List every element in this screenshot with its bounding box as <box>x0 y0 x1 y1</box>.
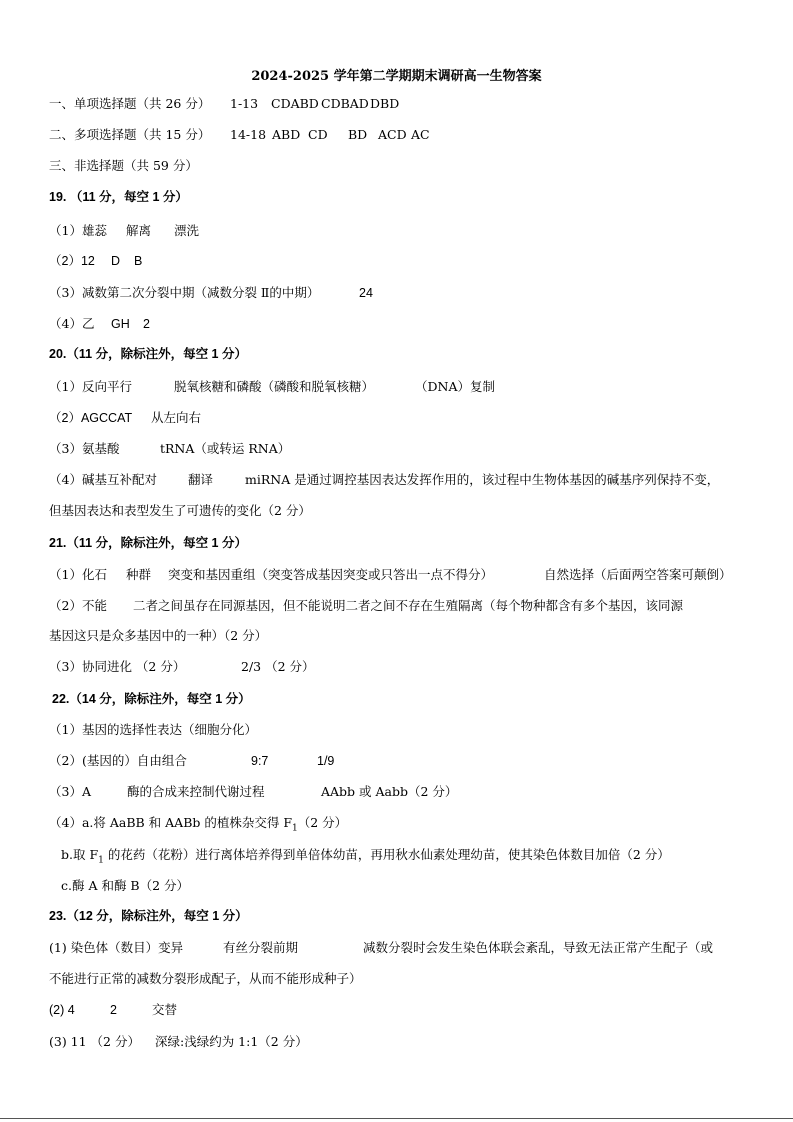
q22-line2-b: 9:7 <box>251 754 269 768</box>
q21-line2-a: （2）不能 <box>49 598 107 613</box>
section-1-range: 1-13 <box>230 96 259 111</box>
section-2-label: 二、多项选择题（共 15 分） <box>49 127 211 142</box>
q19-line1-c: 漂洗 <box>174 223 200 238</box>
section-3-label: 三、非选择题（共 59 分） <box>49 158 198 173</box>
q20-line1-c: （DNA）复制 <box>415 379 495 394</box>
q20-line1-b: 脱氧核糖和磷酸（磷酸和脱氧核糖） <box>174 379 375 394</box>
section-1-answers-2: CDBAD <box>321 96 369 111</box>
q22-line2-c: 1/9 <box>317 754 335 768</box>
q22-line2-a: （2）(基因的）自由组合 <box>49 753 187 768</box>
q19-line1-a: （1）雄蕊 <box>49 223 107 238</box>
q21-line4-a: （3）协同进化 （2 分） <box>49 659 186 674</box>
q22-line6: c.酶 A 和酶 B（2 分） <box>61 878 190 893</box>
q19-line1-b: 解离 <box>126 223 152 238</box>
q23-line2: 不能进行正常的减数分裂形成配子，从而不能形成种子） <box>49 971 362 986</box>
q21-heading: 21.（11 分，除标注外，每空 1 分） <box>49 536 247 550</box>
q20-line2-b: 从左向右 <box>151 410 202 425</box>
q19-line2-a: （2）12 <box>49 254 95 268</box>
q19-line2-c: B <box>134 254 143 268</box>
q22-line5 <box>61 847 670 869</box>
q21-line3: 基因这只是众多基因中的一种）（2 分） <box>49 628 268 643</box>
section-1-label: 一、单项选择题（共 26 分） <box>49 96 211 111</box>
q22-line4 <box>49 815 347 837</box>
q20-heading: 20.（11 分，除标注外，每空 1 分） <box>49 347 247 361</box>
q23-heading: 23.（12 分，除标注外，每空 1 分） <box>49 909 248 923</box>
q21-line1-d: 自然选择（后面两空答案可颠倒） <box>544 567 732 582</box>
q21-line4-b: 2/3 （2 分） <box>241 659 315 674</box>
page-title: 2024-2025 学年第二学期期末调研高一生物答案 <box>251 69 542 84</box>
q22-line3-a: （3）A <box>49 784 91 799</box>
page-bottom-border <box>0 1118 793 1119</box>
q19-line4-b: GH <box>111 317 130 331</box>
q22-line3-b: 酶的合成来控制代谢过程 <box>127 784 265 799</box>
q21-line1-b: 种群 <box>126 567 152 582</box>
q22-line5-post: 的花药（花粉）进行离体培养得到单倍体幼苗，再用秋水仙素处理幼苗，使其染色体数目加倍（2 分） <box>103 847 670 862</box>
q22-line4-pre: （4）a.将 AaBB 和 AABb 的植株杂交得 F <box>49 815 293 830</box>
section-2-answer-15: CD <box>308 127 328 142</box>
q23-line3-a: (2) 4 <box>49 1003 75 1017</box>
q20-line4-b: 翻译 <box>188 472 214 487</box>
section-2-answer-17: ACD <box>378 127 407 142</box>
q23-line4-a: (3) 11 （2 分） <box>49 1034 140 1049</box>
section-1-answers-3: DBD <box>370 96 400 111</box>
q22-line4-sub: 1 <box>292 823 298 834</box>
q20-line5: 但基因表达和表型发生了可遗传的变化（2 分） <box>49 503 311 518</box>
q23-line1-a: (1) 染色体（数目）变异 <box>49 940 184 955</box>
section-2-answer-16: BD <box>348 127 368 142</box>
q20-line4-a: （4）碱基互补配对 <box>49 472 157 487</box>
q20-line3-b: tRNA（或转运 RNA） <box>160 441 291 456</box>
q23-line1-c: 减数分裂时会发生染色体联会紊乱，导致无法正常产生配子（或 <box>363 940 714 955</box>
q19-heading: 19. （11 分，每空 1 分） <box>49 190 188 204</box>
q23-line3-c: 交替 <box>152 1002 178 1017</box>
q19-line4-a: （4）乙 <box>49 316 95 331</box>
q23-line4-b: 深绿:浅绿约为 1:1（2 分） <box>155 1034 308 1049</box>
section-2-range: 14-18 <box>230 127 267 142</box>
section-2-answer-14: ABD <box>272 127 301 142</box>
q23-line1-b: 有丝分裂前期 <box>223 940 299 955</box>
q19-line3-b: 24 <box>359 286 373 300</box>
q22-line5-sub: 1 <box>98 855 104 866</box>
q20-line1-a: （1）反向平行 <box>49 379 132 394</box>
q21-line1-a: （1）化石 <box>49 567 107 582</box>
q19-line4-c: 2 <box>143 317 150 331</box>
q22-line3-c: AAbb 或 Aabb（2 分） <box>321 784 458 799</box>
q22-line1: （1）基因的选择性表达（细胞分化） <box>49 722 257 737</box>
q19-line2-b: D <box>111 254 121 268</box>
q22-line5-pre: b.取 F <box>61 847 99 862</box>
q22-line4-post: （2 分） <box>297 815 348 830</box>
q20-line2-a: （2）AGCCAT <box>49 411 133 425</box>
q21-line2-b: 二者之间虽存在同源基因，但不能说明二者之间不存在生殖隔离（每个物种都含有多个基因，该同源 <box>133 598 684 613</box>
section-1-answers-1: CDABD <box>271 96 319 111</box>
q23-line3-b: 2 <box>110 1003 117 1017</box>
section-2-answer-18: AC <box>411 127 430 142</box>
q19-line3-a: （3）减数第二次分裂中期（减数分裂 Ⅱ的中期） <box>49 285 320 300</box>
q20-line4-c: miRNA 是通过调控基因表达发挥作用的，该过程中生物体基因的碱基序列保持不变， <box>245 472 720 487</box>
q22-heading: 22.（14 分，除标注外，每空 1 分） <box>52 692 251 706</box>
q21-line1-c: 突变和基因重组（突变答成基因突变或只答出一点不得分） <box>168 567 494 582</box>
q20-line3-a: （3）氨基酸 <box>49 441 120 456</box>
